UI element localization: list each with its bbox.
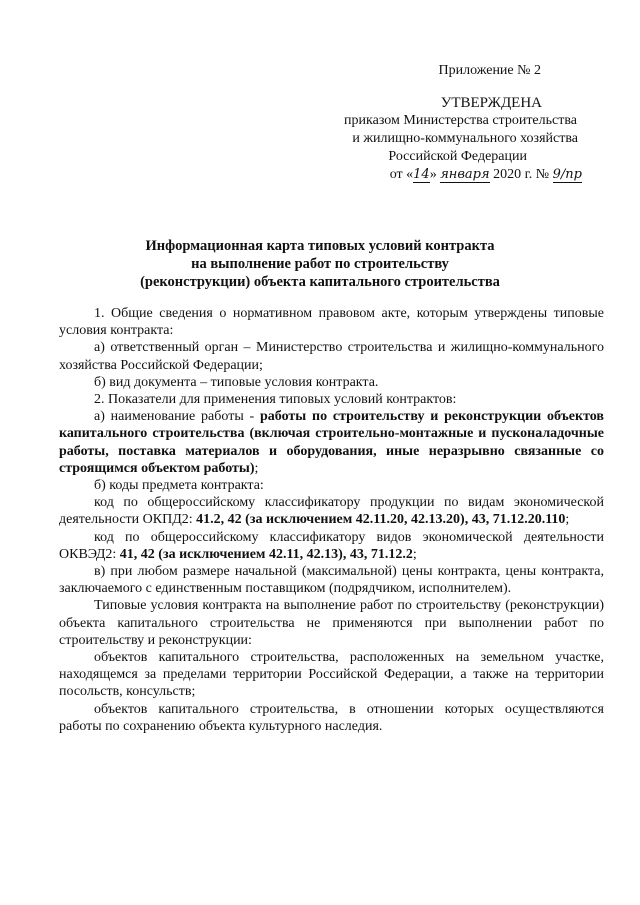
paragraph-price: в) при любом размере начальной (максимальной) цены контракта, цены контракта, заключаемого с единственным поставщиком (подрядчиком, исполнителем).: [59, 564, 604, 597]
okpd2-prefix: код по общероссийскому классификатору продукции по видам экономической деятельности ОКПД2:: [59, 495, 604, 528]
order-date-line: [282, 166, 582, 184]
handwritten-day: 14: [413, 167, 430, 182]
paragraph-cultural-heritage: объектов капитального строительства, в отношении которых осуществляются работы по сохранению объекта культурного наследия.: [59, 701, 604, 734]
date-prefix: от «: [389, 167, 414, 182]
paragraph-general-info: 1. Общие сведения о нормативном правовом акте, которым утверждены типовые условия контракта:: [59, 306, 604, 339]
approval-header: [282, 62, 582, 184]
work-name-suffix: ;: [254, 460, 259, 476]
paragraph-okved2: [59, 529, 604, 563]
paragraph-indicators: 2. Показатели для применения типовых условий контрактов:: [94, 392, 457, 408]
date-year: 2020 г. №: [489, 167, 553, 182]
date-mid: »: [429, 167, 441, 182]
title-line-3: (реконструкции) объекта капитального строительства: [140, 274, 500, 290]
document-title: [60, 237, 580, 291]
paragraph-not-applied: Типовые условия контракта на выполнение работ по строительству (реконструкции) объекта капитального строительства не применяются при выполнении работ по строительству и реконструкции:: [59, 598, 604, 648]
approved-stamp-text: УТВЕРЖДЕНА: [440, 95, 542, 111]
okved2-prefix: код по общероссийскому классификатору видов экономической деятельности ОКВЭД2:: [59, 529, 604, 562]
title-line-1: Информационная карта типовых условий контракта: [145, 238, 495, 254]
paragraph-responsible-body: а) ответственный орган – Министерство строительства и жилищно-коммунального хозяйства Российской Федерации;: [59, 340, 604, 373]
document-body: [59, 305, 604, 735]
appendix-label: Приложение № 2: [438, 63, 541, 78]
paragraph-contract-codes: б) коды предмета контракта:: [94, 478, 264, 494]
okved2-codes: 41, 42 (за исключением 42.11, 42.13), 43, 71.12.2: [119, 546, 413, 562]
title-line-2: на выполнение работ по строительству: [191, 256, 449, 272]
order-line-1: приказом Министерства строительства: [344, 113, 577, 128]
work-name-prefix: а) наименование работы -: [94, 409, 260, 425]
okpd2-suffix: ;: [565, 512, 570, 528]
paragraph-document-type: б) вид документа – типовые условия контракта.: [94, 374, 379, 390]
work-name-bold: работы по строительству и реконструкции объектов капитального строительства (включая строительно-монтажные и пусконаладочные работы, поставка материалов и оборудования, иные неразрывно связанные со строящимся объектом работы): [59, 409, 604, 476]
paragraph-foreign-objects: объектов капитального строительства, расположенных на земельном участке, находящемся за пределами территории Российской Федерации, а также на территории посольств, консульств;: [59, 650, 604, 700]
handwritten-month: января: [440, 167, 490, 182]
paragraph-okpd2: [59, 494, 604, 528]
order-line-2: и жилищно-коммунального хозяйства: [352, 131, 578, 146]
handwritten-order-number: 9/пр: [552, 167, 582, 182]
okpd2-codes: 41.2, 42 (за исключением 42.11.20, 42.13.20), 43, 71.12.20.110: [196, 512, 566, 528]
order-line-3: Российской Федерации: [388, 149, 527, 164]
okved2-suffix: ;: [412, 546, 417, 562]
paragraph-work-name: [59, 408, 604, 477]
